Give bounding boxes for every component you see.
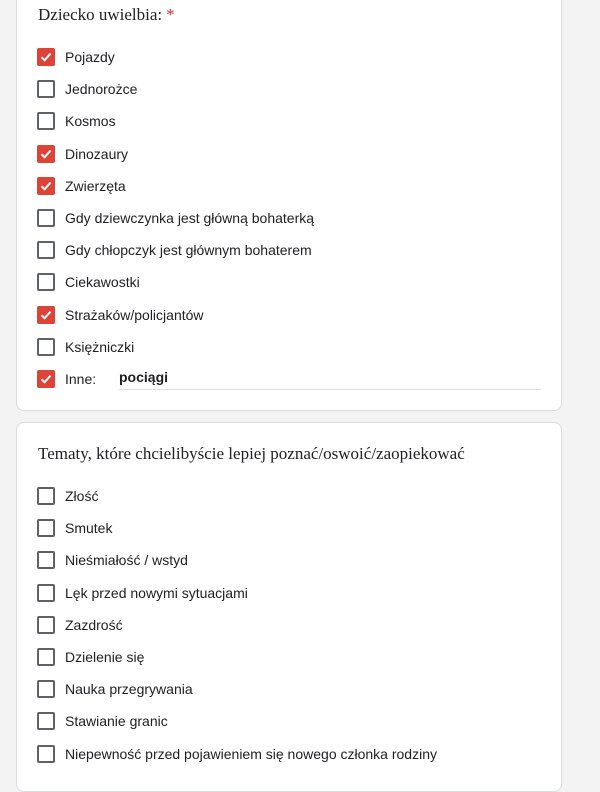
question-card-topics [16,422,562,792]
option-label: Nieśmiałość / wstyd [65,552,188,569]
checkbox[interactable] [37,712,55,730]
options-list [37,480,541,770]
option-label: Dzielenie się [65,649,145,666]
option-ciekawostki[interactable] [37,266,541,298]
option-label: Stawianie granic [65,713,168,730]
required-asterisk: * [166,5,175,24]
option-label: Ciekawostki [65,274,140,291]
option-label: Kosmos [65,113,116,130]
option-label: Nauka przegrywania [65,681,193,698]
option-niesmialosc-wstyd[interactable] [37,544,541,576]
question-title: Dziecko uwielbia: * [38,5,175,24]
question-title: Tematy, które chcielibyście lepiej poznać/oswoić/zaopiekować [38,444,465,463]
option-zazdrosc[interactable] [37,609,541,641]
checkbox[interactable] [37,209,55,227]
option-label: Niepewność przed pojawieniem się nowego członka rodziny [65,745,437,762]
option-label: Gdy chłopczyk jest głównym bohaterem [65,242,312,259]
option-ksiezniczki[interactable] [37,331,541,363]
checkbox[interactable] [37,616,55,634]
checkbox[interactable] [37,241,55,259]
checkbox[interactable] [37,112,55,130]
checkbox[interactable] [37,80,55,98]
check-icon [39,179,53,193]
check-icon [39,308,53,322]
checkbox[interactable] [37,648,55,666]
option-zwierzeta[interactable] [37,170,541,202]
option-dinozaury[interactable] [37,138,541,170]
option-strazakow-policjantow[interactable] [37,299,541,331]
option-label: Zwierzęta [65,177,126,194]
option-smutek[interactable] [37,512,541,544]
option-jednorozce[interactable] [37,73,541,105]
checkbox[interactable] [37,745,55,763]
option-label: Gdy dziewczynka jest główną bohaterką [65,210,315,227]
checkbox[interactable] [37,487,55,505]
option-label: Smutek [65,520,113,537]
option-label: Złość [65,488,99,505]
checkbox[interactable] [37,48,55,66]
checkbox[interactable] [37,273,55,291]
option-gdy-dziewczynka-jest-glowna-bohaterka[interactable] [37,202,541,234]
checkbox[interactable] [37,145,55,163]
option-label: Zazdrość [65,616,123,633]
option-kosmos[interactable] [37,105,541,137]
checkbox[interactable] [37,338,55,356]
option-dzielenie-sie[interactable] [37,641,541,673]
check-icon [39,147,53,161]
other-label: Inne: [65,370,97,387]
option-label: Lęk przed nowymi sytuacjami [65,584,248,601]
option-label: Księżniczki [65,338,135,355]
other-text-field[interactable]: pociągi [119,367,541,390]
option-nauka-przegrywania[interactable] [37,673,541,705]
option-label: Jednorożce [65,81,138,98]
option-lek-przed-nowymi-sytuacjami[interactable] [37,577,541,609]
checkbox[interactable] [37,177,55,195]
option-stawianie-granic[interactable] [37,705,541,737]
options-list [37,41,541,395]
scrollbar[interactable] [590,0,600,772]
check-icon [39,372,53,386]
check-icon [39,50,53,64]
checkbox[interactable] [37,519,55,537]
option-gdy-chlopczyk-jest-glownym-bohaterem[interactable] [37,234,541,266]
option-zlosc[interactable] [37,480,541,512]
option-niepewnosc-przed-pojawieniem-sie-nowego-czlonka-rodziny[interactable] [37,738,541,770]
checkbox[interactable] [37,551,55,569]
checkbox[interactable] [37,584,55,602]
option-pojazdy[interactable] [37,41,541,73]
option-label: Dinozaury [65,145,129,162]
checkbox[interactable] [37,370,55,388]
option-label: Strażaków/policjantów [65,306,204,323]
option-label: Pojazdy [65,49,115,66]
option-other[interactable] [37,363,541,395]
question-card-likes [16,0,562,411]
checkbox[interactable] [37,306,55,324]
checkbox[interactable] [37,680,55,698]
